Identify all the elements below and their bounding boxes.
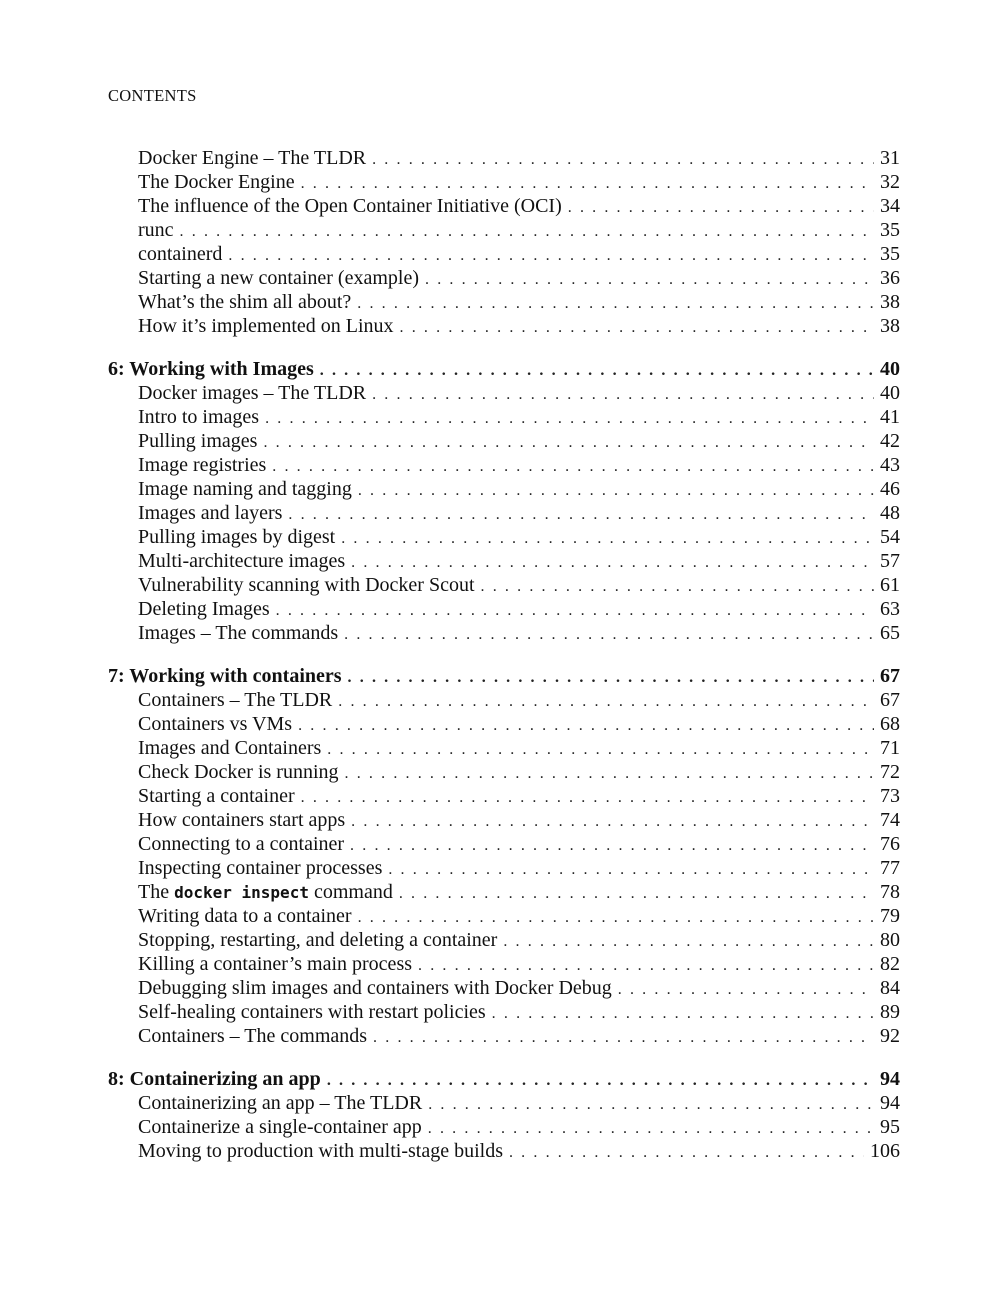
chapter-title: 7: Working with containers	[108, 665, 342, 687]
toc-entry[interactable]	[108, 621, 900, 645]
toc-entry[interactable]	[108, 784, 900, 808]
entry-title: Writing data to a container	[138, 905, 352, 927]
table-of-contents	[108, 146, 900, 1182]
entry-title: Images – The commands	[138, 622, 339, 644]
dot-leader	[372, 383, 874, 405]
toc-entry[interactable]	[108, 856, 900, 880]
dot-leader	[327, 738, 874, 760]
entry-title: Images and layers	[138, 502, 283, 524]
page-number: 46	[880, 478, 900, 500]
toc-entry[interactable]	[108, 1024, 900, 1048]
dot-leader	[351, 810, 874, 832]
dot-leader	[180, 220, 874, 242]
entry-title: Starting a new container (example)	[138, 267, 419, 289]
page-number: 67	[880, 689, 900, 711]
dot-leader	[503, 930, 874, 952]
toc-entry[interactable]	[108, 880, 900, 904]
chapter-title: 6: Working with Images	[108, 358, 314, 380]
page-number: 94	[880, 1068, 900, 1090]
toc-entry[interactable]	[108, 1000, 900, 1024]
toc-entry[interactable]	[108, 453, 900, 477]
page-number: 42	[880, 430, 900, 452]
page-number: 36	[880, 267, 900, 289]
page-number: 31	[880, 147, 900, 169]
dot-leader	[358, 906, 874, 928]
toc-entry[interactable]	[108, 290, 900, 314]
dot-leader	[344, 623, 874, 645]
entry-title: Containers vs VMs	[138, 713, 293, 735]
running-head: CONTENTS	[108, 86, 197, 105]
entry-title: Pulling images	[138, 430, 258, 452]
chapter-title: 8: Containerizing an app	[108, 1068, 321, 1090]
dot-leader	[351, 551, 874, 573]
page-number: 71	[880, 737, 900, 759]
dot-leader	[298, 714, 874, 736]
entry-title: containerd	[138, 243, 223, 265]
dot-leader	[509, 1141, 864, 1163]
toc-entry[interactable]	[108, 736, 900, 760]
entry-title: Image naming and tagging	[138, 478, 352, 500]
entry-title: Starting a container	[138, 785, 295, 807]
toc-section	[108, 357, 900, 645]
toc-section	[108, 664, 900, 1048]
entry-title: What’s the shim all about?	[138, 291, 352, 313]
toc-entry[interactable]	[108, 194, 900, 218]
page-number: 77	[880, 857, 900, 879]
page-number: 67	[880, 665, 900, 687]
dot-leader	[428, 1117, 874, 1139]
dot-leader	[350, 834, 874, 856]
dot-leader	[400, 316, 874, 338]
page-number: 84	[880, 977, 900, 999]
page-number: 35	[880, 243, 900, 265]
toc-entry[interactable]	[108, 501, 900, 525]
toc-entry[interactable]	[108, 170, 900, 194]
toc-entry[interactable]	[108, 266, 900, 290]
page-number: 38	[880, 315, 900, 337]
page-number: 63	[880, 598, 900, 620]
toc-entry[interactable]	[108, 549, 900, 573]
toc-entry[interactable]	[108, 573, 900, 597]
page-number: 73	[880, 785, 900, 807]
entry-title: Vulnerability scanning with Docker Scout	[138, 574, 475, 596]
entry-title-after: command	[308, 881, 393, 903]
page-number: 79	[880, 905, 900, 927]
entry-title: Killing a container’s main process	[138, 953, 413, 975]
page-number: 57	[880, 550, 900, 572]
page-number: 41	[880, 406, 900, 428]
dot-leader	[428, 1093, 874, 1115]
entry-title: Images and Containers	[138, 737, 322, 759]
toc-entry[interactable]	[108, 525, 900, 549]
dot-leader	[341, 527, 874, 549]
page-number: 78	[880, 881, 900, 903]
toc-chapter-entry[interactable]	[108, 664, 900, 688]
dot-leader	[618, 978, 874, 1000]
entry-title: Multi-architecture images	[138, 550, 346, 572]
page-number: 48	[880, 502, 900, 524]
entry-title: runc	[138, 219, 174, 241]
toc-entry[interactable]	[108, 808, 900, 832]
toc-entry[interactable]	[108, 314, 900, 338]
toc-entry[interactable]	[108, 760, 900, 784]
dot-leader	[265, 407, 874, 429]
toc-entry[interactable]	[108, 477, 900, 501]
toc-entry[interactable]	[108, 381, 900, 405]
entry-title: The influence of the Open Container Initiative (OCI)	[138, 195, 562, 217]
entry-title: Connecting to a container	[138, 833, 345, 855]
entry-title	[138, 880, 399, 904]
page-number: 32	[880, 171, 900, 193]
dot-leader	[320, 359, 874, 381]
toc-entry[interactable]	[108, 952, 900, 976]
toc-entry[interactable]	[108, 928, 900, 952]
dot-leader	[272, 455, 874, 477]
entry-title: Containers – The TLDR	[138, 689, 333, 711]
page-number: 89	[880, 1001, 900, 1023]
page-number: 82	[880, 953, 900, 975]
toc-entry[interactable]	[108, 242, 900, 266]
page-number: 40	[880, 358, 900, 380]
dot-leader	[425, 268, 874, 290]
dot-leader	[338, 690, 874, 712]
dot-leader	[492, 1002, 874, 1024]
dot-leader	[345, 762, 874, 784]
dot-leader	[399, 882, 874, 904]
page-number: 74	[880, 809, 900, 831]
entry-title: The Docker Engine	[138, 171, 295, 193]
entry-title-before: The	[138, 881, 175, 903]
entry-title: How containers start apps	[138, 809, 346, 831]
toc-section	[108, 146, 900, 338]
page-number: 92	[880, 1025, 900, 1047]
page-number: 35	[880, 219, 900, 241]
dot-leader	[348, 666, 874, 688]
toc-entry[interactable]	[108, 405, 900, 429]
toc-entry[interactable]	[108, 1115, 900, 1139]
page-number: 65	[880, 622, 900, 644]
page-number: 106	[870, 1140, 900, 1162]
dot-leader	[288, 503, 874, 525]
dot-leader	[327, 1069, 874, 1091]
dot-leader	[263, 431, 874, 453]
entry-title: Stopping, restarting, and deleting a container	[138, 929, 498, 951]
toc-section	[108, 1067, 900, 1163]
toc-entry[interactable]	[108, 429, 900, 453]
toc-entry[interactable]	[108, 688, 900, 712]
code-term: docker inspect	[174, 883, 309, 902]
dot-leader	[301, 786, 874, 808]
page-number: 95	[880, 1116, 900, 1138]
entry-title: Moving to production with multi-stage builds	[138, 1140, 503, 1162]
dot-leader	[568, 196, 874, 218]
entry-title: Containerizing an app – The TLDR	[138, 1092, 423, 1114]
entry-title: Self-healing containers with restart policies	[138, 1001, 486, 1023]
dot-leader	[276, 599, 874, 621]
toc-entry[interactable]	[108, 218, 900, 242]
entry-title: Containers – The commands	[138, 1025, 368, 1047]
entry-title: Docker images – The TLDR	[138, 382, 367, 404]
toc-entry[interactable]	[108, 832, 900, 856]
page-number: 38	[880, 291, 900, 313]
entry-title: Check Docker is running	[138, 761, 339, 783]
toc-entry[interactable]	[108, 1091, 900, 1115]
entry-title: Image registries	[138, 454, 267, 476]
entry-title: Deleting Images	[138, 598, 270, 620]
entry-title: Pulling images by digest	[138, 526, 336, 548]
toc-entry[interactable]	[108, 597, 900, 621]
page-number: 34	[880, 195, 900, 217]
dot-leader	[301, 172, 874, 194]
entry-title: Debugging slim images and containers with Docker Debug	[138, 977, 612, 999]
dot-leader	[388, 858, 874, 880]
entry-title: How it’s implemented on Linux	[138, 315, 394, 337]
dot-leader	[357, 292, 874, 314]
entry-title: Inspecting container processes	[138, 857, 383, 879]
page-number: 54	[880, 526, 900, 548]
entry-title: Docker Engine – The TLDR	[138, 147, 367, 169]
toc-chapter-entry[interactable]	[108, 1067, 900, 1091]
toc-entry[interactable]	[108, 146, 900, 170]
dot-leader	[358, 479, 874, 501]
page-number: 43	[880, 454, 900, 476]
dot-leader	[372, 148, 874, 170]
dot-leader	[228, 244, 874, 266]
dot-leader	[418, 954, 874, 976]
dot-leader	[373, 1026, 874, 1048]
toc-entry[interactable]	[108, 976, 900, 1000]
page-number: 61	[880, 574, 900, 596]
toc-chapter-entry[interactable]	[108, 357, 900, 381]
toc-entry[interactable]	[108, 712, 900, 736]
toc-entry[interactable]	[108, 1139, 900, 1163]
toc-entry[interactable]	[108, 904, 900, 928]
page-number: 68	[880, 713, 900, 735]
entry-title: Containerize a single-container app	[138, 1116, 422, 1138]
entry-title: Intro to images	[138, 406, 260, 428]
dot-leader	[481, 575, 874, 597]
page-number: 40	[880, 382, 900, 404]
page-number: 72	[880, 761, 900, 783]
page-number: 76	[880, 833, 900, 855]
page-number: 80	[880, 929, 900, 951]
page-number: 94	[880, 1092, 900, 1114]
